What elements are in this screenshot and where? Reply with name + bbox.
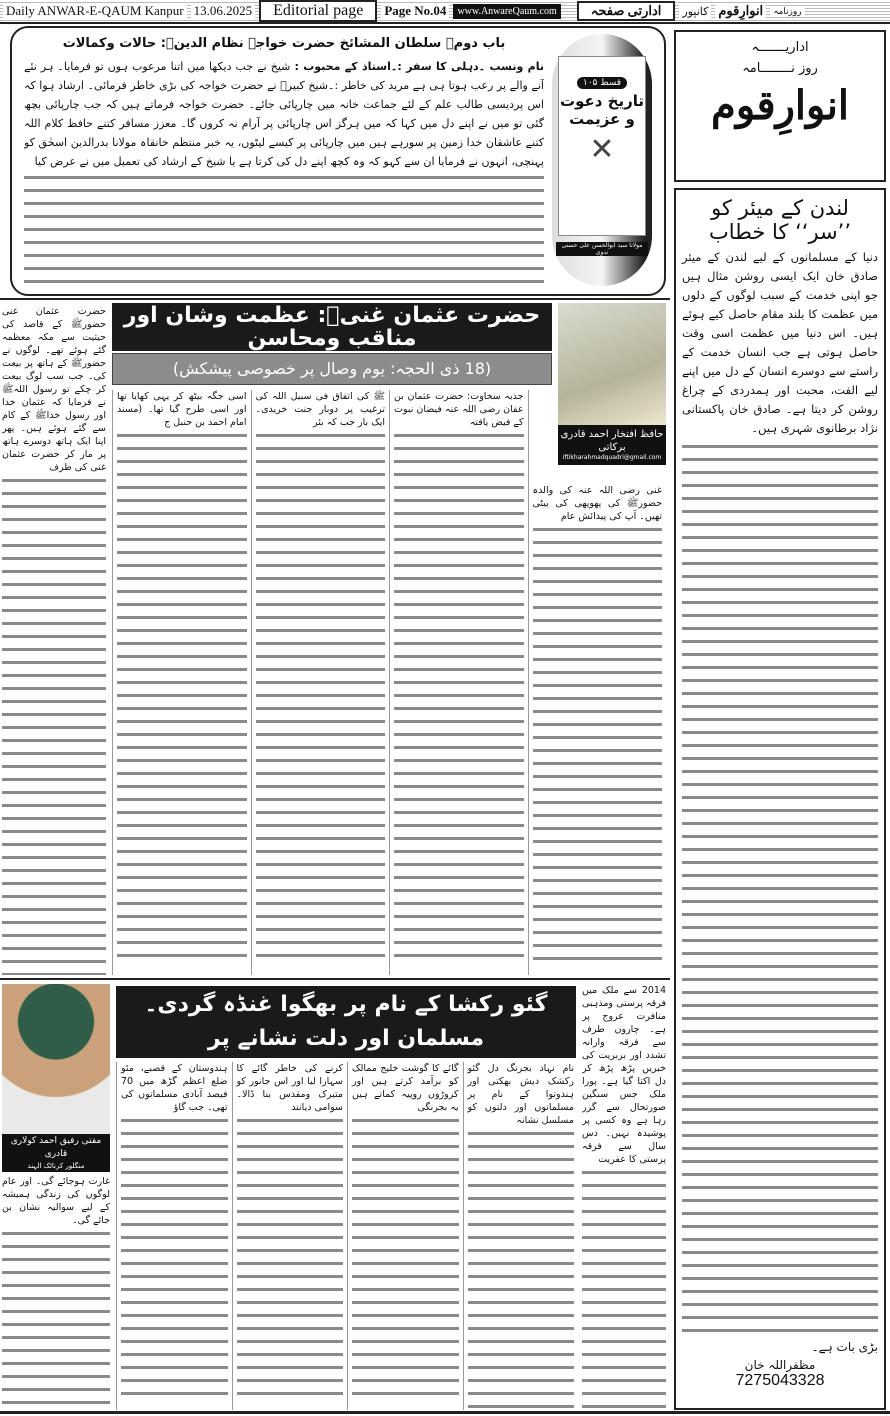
author2-caption: [2, 1134, 110, 1172]
editorial-phone: 7275043328: [735, 1372, 825, 1389]
middle-side-column: [2, 305, 106, 975]
editorial-author: مظفراللہ خان: [744, 1358, 816, 1372]
editorial-title: لندن کے میئر کو ’’سر‘‘ کا خطاب: [708, 196, 851, 244]
city: کانپور: [679, 5, 711, 18]
masthead-box: [674, 30, 886, 182]
bottom-side-column: [582, 984, 666, 1409]
masthead-line2: روز نــــــــامہ: [742, 61, 818, 76]
series-title: تاریخ دعوت و عزیمت: [560, 92, 644, 128]
author-email: iftikharahmadquadri@gmail.com: [562, 454, 662, 461]
bottom-left-text: غارت ہوجائے گی۔ اور عام لوگوں کی زندگی ہمیشہ کے لیے سوالیہ نشان بن جائے گی۔: [2, 1176, 110, 1226]
body-column: کرنے کی خاطر گائے کا سہارا لیا اور اس جانور کو متبرک ومقدس بنا ڈالا۔ سوامی دیانند: [232, 1062, 348, 1410]
masthead-name: انوارِقوم: [711, 82, 849, 129]
book-stand-icon: ✕: [589, 132, 615, 167]
bottom-left-block: [2, 984, 110, 1410]
series-author: مولانا سید ابوالحسن علی حسنی ندوی: [556, 242, 648, 256]
divider: [0, 298, 670, 300]
top-article-text: شیخ نے جب دیکھا میں اتنا مرعوب ہوں تو فرمایا۔ ہر نئے آنے والے پر رعب ہوتا ہی ہے مرید کی خاطر :۔شیخ کبیرؒ نے حضرت خواجہ کی بڑی خاطر فرمائی۔ ارشاد ہوا کہ اس پردیسی طالب علم کے لئے جماعت خانہ میں چارپائی جائے۔ حضرت خواجہ فرماتے ہیں کہ جب چارپائی بچھ گئی تو میں نے اپنے دل میں کہا کہ میں ہرگز اس چارپائی پر آرام نہ کروں گا۔ معزز مسافر کتنے حافظ کلام اللہ کتنے عاشقان خدا زمین پر سورہے ہیں میں چارپائی پر کیسے لیٹوں، یہ خبر منتظم خانقاہ مولانا بدرالدین اسحٰق کو پہنچی، انہوں نے فرمایا ان سے کہو کہ وہ کچھ اپنے دل کی کرتا ہے یا شیخ کے ارشاد کی تعمیل میں نے عرض کیا: [24, 60, 544, 168]
masthead-name-small: انوارِقوم: [715, 3, 766, 19]
middle-article-subtitle: (18 ذی الحجہ: یوم وصال پر خصوصی پیشکش): [112, 353, 552, 385]
page-number: Page No.04: [381, 3, 449, 19]
series-graphic: [552, 34, 652, 286]
website: www.AnwareQaum.com: [453, 4, 560, 19]
date: 13.06.2025: [191, 3, 256, 19]
author2-place: منگلور کرناٹک الہند: [27, 1162, 85, 1170]
body-column: ﷺ کی اتفاق فی سبیل اللہ کی ترغیب پر دوبار جنت خریدی۔ ایک بار جب کہ بئر: [251, 390, 390, 975]
bottom-article-title: گئو رکشا کے نام پر بھگوا غنڈہ گردی۔ مسلمان اور دلت نشانے پر: [116, 986, 576, 1058]
body-column: نام نہاد بجرنگ دل گئو رکشک دیش بھکتی اور ہندوتوا کے نام پر مسلمانوں اور دلتوں کو مسلسل نشانہ: [463, 1062, 579, 1410]
paper-name: Daily ANWAR-E-QAUM Kanpur: [3, 3, 187, 19]
page-header: [0, 0, 890, 24]
top-article-title: باب دوم۔ سلطان المشائخ حضرت خواجہ نظام الدینؒ: حالات وکمالات: [62, 36, 506, 51]
top-article: [10, 26, 666, 296]
middle-article-body: [112, 390, 666, 975]
bottom-side-text: 2014 سے ملک میں فرقہ پرستی ومذہبی منافرت عروج پر ہے۔ چاروں طرف سے فرقہ وارانہ تشدد اور بربریت کی خبریں پڑھ پڑھ کر دل اکتا گیا ہے۔ پورا ملک جس سنگین صورتحال سے گزر رہا ہے وہ کسی پر پوشیدہ نہیں۔ دس سال سے فرقہ پرستی کا عفریت: [582, 985, 666, 1165]
masthead-line1: اداریـــــــہ: [751, 40, 809, 55]
editorial-body: دنیا کے مسلمانوں کے لیے لندن کے میئر صادق خان ایک ایسی روشن مثال ہیں جو اپنی خدمت کے سبب لوگوں کے دلوں میں عظمت کا بلند مقام حاصل کیے ہوئے ہیں۔ اس دنیا میں عظمت اسی وقت حاصل ہوتی ہے جب انسان خدمت کے راستے سے دوسرے انسان کے دل میں اپنے لیے الفت، محبت اور ہمدردی کے چراغ روشن کر دیتا ہے۔ صادق خان پاکستانی نژاد برطانوی شہری ہیں۔: [682, 250, 878, 435]
top-article-text-continued: [24, 171, 544, 288]
middle-side-text-continued: [2, 474, 106, 975]
divider: [0, 978, 670, 980]
top-article-body: [24, 57, 544, 171]
middle-article-title: حضرت عثمان غنیؓ: عظمت وشان اور مناقب ومحاسن: [112, 303, 552, 351]
body-column: ہندوستان کے قصبے، مئو ضلع اعظم گڑھ میں 70 فیصد آبادی مسلمانوں کی تھی۔ جب گاؤ: [116, 1062, 232, 1410]
series-badge: قسط ۱۰۵: [577, 77, 627, 89]
body-column: اسی جگہ بیٹھ کر یہی کھایا تھا اور اسی طرح گیا تھا۔ (مسند امام احمد بن حنبل ج: [112, 390, 251, 975]
middle-side-text: حضرت عثمان غنی حضورﷺ کے قاصد کی حیثیت سے مکہ معظمہ گئے ہوئے تھے۔ لوگوں نے حضورﷺ کے ہاتھ پر بیعت کی۔ جب سب لوگ بیعت کر چکے تو رسول اللہﷺ نے فرمایا کہ عثمان خدا اور رسول خداﷺ کے کام سے گئے ہوئے ہیں۔ پھر اپنا ایک ہاتھ دوسرے ہاتھ پر مار کر حضرت عثمان غنی کی طرف: [2, 306, 106, 473]
body-column: گائے کا گوشت خلیج ممالک کو برآمد کرتے ہیں اور کروڑوں روپیہ کماتے ہیں یہ بجرنگی: [347, 1062, 463, 1410]
editorial-closing: بڑی بات ہے۔: [811, 1340, 878, 1354]
bottom-left-column: [2, 1175, 110, 1410]
bottom-article-body: [116, 1062, 578, 1410]
masthead-small: روزنامہ: [770, 6, 804, 17]
editorial-box: [674, 188, 886, 1410]
top-article-subheads: نام ونسب ۔دہلی کا سفر :۔استاذ کے محبوب :: [294, 60, 544, 73]
author-photo-2: [2, 984, 110, 1134]
body-column: غنی رضی اللہ عنہ کی والدہ حضورﷺ کی پھوپھی کی بیٹی تھیں۔ آپ کی پیدائش عام: [528, 390, 667, 975]
page-bottom-rule: [0, 1411, 890, 1414]
author2-name: مفتی رفیق احمد کولاری قادری: [10, 1136, 102, 1159]
author-name: حافظ افتخار احمد قادری برکاتی: [560, 429, 664, 453]
section-label-urdu: ادارتی صفحہ: [577, 1, 676, 21]
editorial-text-continued: [682, 440, 878, 1340]
section-label: Editorial page: [259, 0, 377, 22]
body-column: جذبہ سخاوت: حضرت عثمان بن عفان رضی اللہ عنہ فیضان نبوت کے فیض یافتہ: [389, 390, 528, 975]
